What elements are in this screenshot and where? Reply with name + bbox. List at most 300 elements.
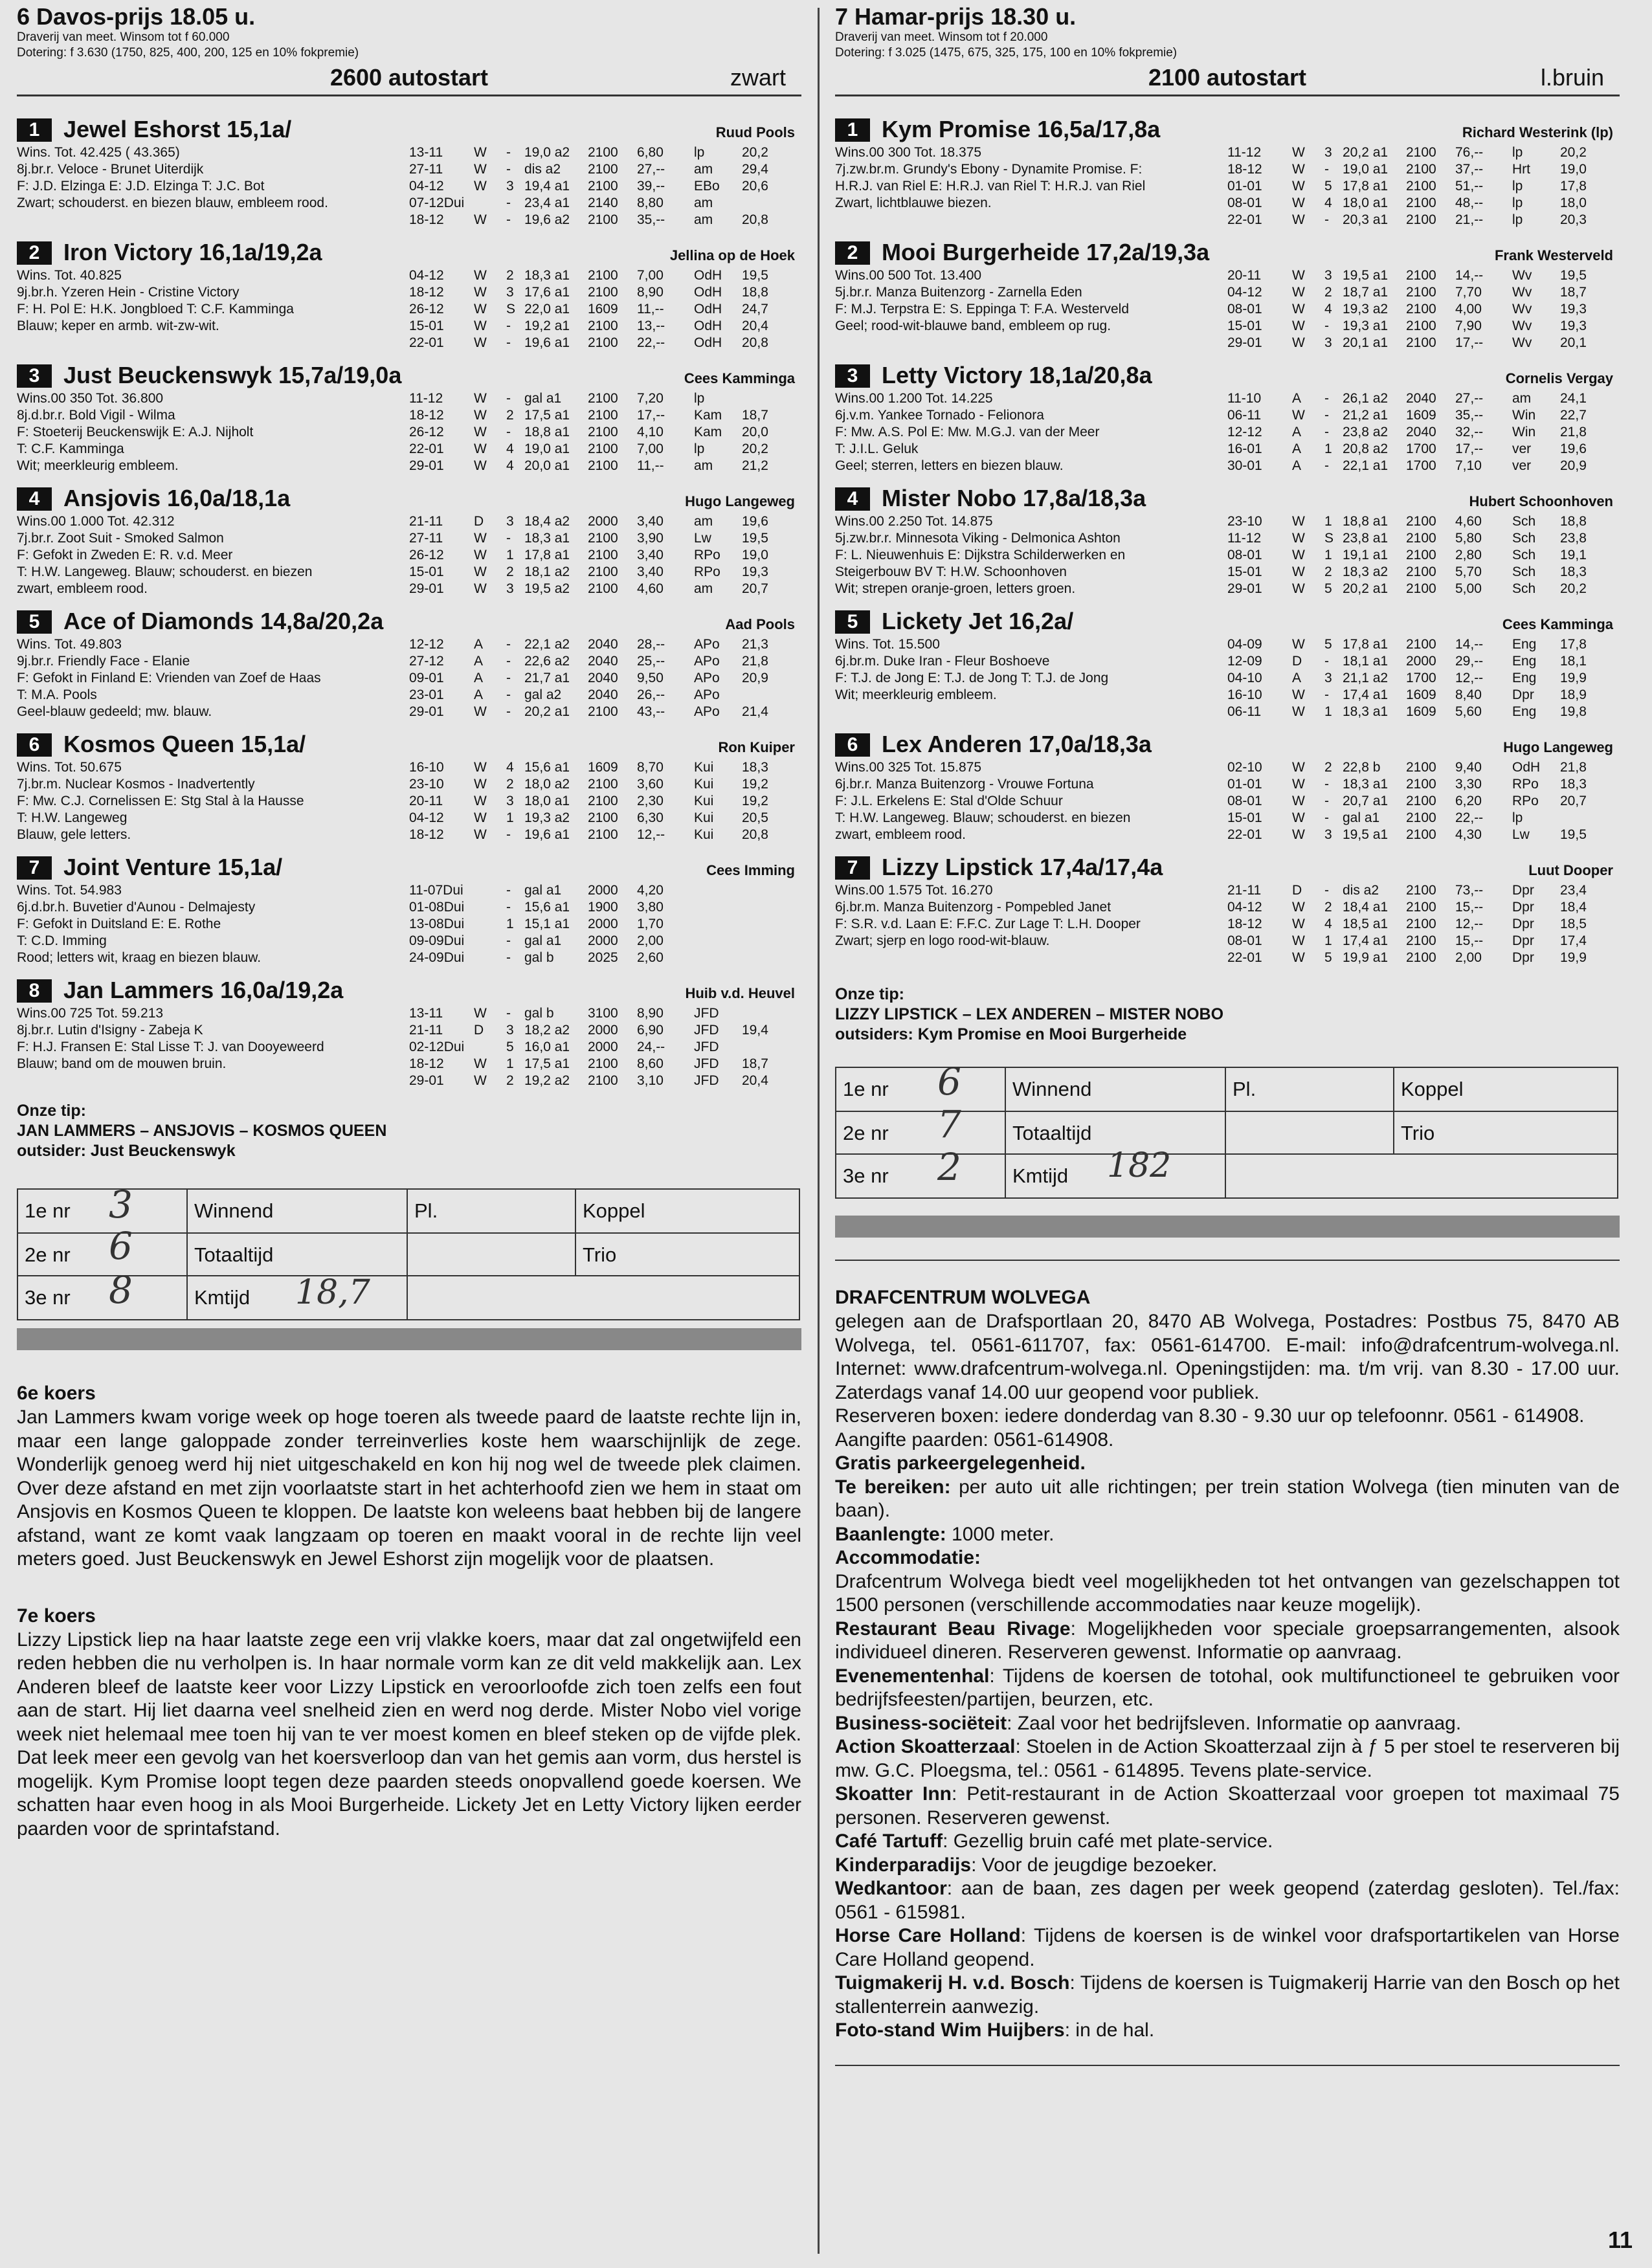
horse-driver: Jellina op de Hoek (669, 247, 795, 263)
result-cell: 4,00 (1455, 302, 1482, 317)
result-cell: 19,0 a2 (524, 145, 570, 160)
horse-info-line: F: Stoeterij Beuckenswijk E: A.J. Nijholt (17, 425, 254, 439)
result-cell: 13-11 (409, 145, 443, 160)
result-cell: APo (694, 654, 720, 669)
result-cell: W (1292, 917, 1305, 931)
info-item-text: : Mogelijkheden voor speciale groepsarrangementen, alsook individueel dineren. Reserveren gewenst. Informatie op aanvraag. (835, 1618, 1620, 1663)
result-cell: 19,5 (1560, 268, 1587, 283)
result-cell: W (1292, 195, 1305, 210)
result-row (1227, 950, 1609, 966)
result-cell: 21,4 (742, 704, 768, 719)
info-item-label: Tuigmakerij H. v.d. Bosch (835, 1972, 1070, 1994)
result-cell: 2100 (1406, 318, 1436, 333)
result-row (409, 335, 791, 351)
info-item (835, 1972, 1620, 2019)
result-cell: 18,0 (1560, 195, 1587, 210)
result-row (409, 1056, 791, 1073)
result-cell: 21,8 (1560, 425, 1587, 439)
horse-entry (835, 238, 1620, 361)
result-cell: 3,90 (637, 531, 664, 546)
horse-info-line: Wit; meerkleurig embleem. (17, 458, 179, 473)
result-cell: 19,8 (1560, 704, 1587, 719)
result-cell: W (474, 212, 487, 227)
result-cell: lp (1512, 195, 1523, 210)
horse-header (835, 115, 1620, 144)
result-cell: 18,5 (1560, 917, 1587, 931)
horse-info-line: Wit; strepen oranje-groen, letters groen. (835, 581, 1076, 596)
result-cell: - (1324, 458, 1329, 473)
result-cell: 2100 (588, 179, 618, 194)
result-cell: 3100 (588, 1006, 618, 1021)
result-row (409, 390, 791, 407)
horse-info-line: Blauw, gele letters. (17, 827, 131, 842)
result-cell: 1 (506, 917, 514, 931)
result-cell: Eng (1512, 671, 1537, 685)
result-cell: 17,5 a1 (524, 408, 570, 423)
result-row (409, 318, 791, 335)
horse-results (409, 144, 791, 228)
result-cell: 2100 (588, 548, 618, 562)
result-cell: - (506, 391, 511, 406)
horse-entry (17, 238, 801, 361)
result-cell: 29-01 (1227, 335, 1262, 350)
result-cell: 1609 (1406, 408, 1436, 423)
result-cell: W (474, 285, 487, 300)
result-cell: 27-11 (409, 531, 443, 546)
result-cell: 2140 (588, 195, 618, 210)
result-row (1227, 793, 1609, 810)
horse-entry (17, 361, 801, 484)
horse-name: Lex Anderen 17,0a/18,3a (882, 731, 1152, 757)
race-color: l.bruin (1540, 64, 1604, 91)
info-item-label: Action Skoatterzaal (835, 1736, 1016, 1757)
result-cell: 3,40 (637, 514, 664, 529)
result-cell: lp (1512, 145, 1523, 160)
result-cell: gal b (524, 950, 554, 965)
horse-info-line: T: C.D. Imming (17, 933, 107, 948)
horse-info-line: F: L. Nieuwenhuis E: Dijkstra Schilderwerken en (835, 548, 1126, 562)
result-cell: W (1292, 704, 1305, 719)
result-cell: Dpr (1512, 917, 1534, 931)
result-cell: 2100 (1406, 514, 1436, 529)
result-cell: APo (694, 687, 720, 702)
result-cell: 4,30 (1455, 827, 1482, 842)
result-row (1227, 882, 1609, 899)
horse-driver: Luut Dooper (1528, 862, 1613, 878)
result-cell: 2100 (1406, 950, 1436, 965)
result-cell: 1 (1324, 933, 1332, 948)
result-cell: 17,4 a1 (1343, 687, 1389, 702)
result-cell: W (1292, 408, 1305, 423)
result-cell: 19,5 a1 (1343, 827, 1389, 842)
preview-7-title: 7e koers (17, 1605, 96, 1627)
horse-results (1227, 513, 1609, 597)
result-cell: 17,4 (1560, 933, 1587, 948)
result-cell: 1609 (588, 302, 618, 317)
result-cell: 22-01 (1227, 212, 1262, 227)
result-cell: 18,8 a1 (1343, 514, 1389, 529)
result-cell: W (474, 1006, 487, 1021)
result-cell: am (694, 458, 713, 473)
bet-kmtijd-label: Kmtijd (186, 1276, 407, 1319)
horse-info (17, 513, 405, 597)
preview-6-text: Jan Lammers kwam vorige week op hoge toeren als tweede paard de laatste rechte lijn in, maar een lange galoppade zonder terreinverlies koste hem waarschijnlijk de zege. Wonderlijk genoeg werd hij niet uitgeschakeld en kon hij nog wel de tweede plek claimen. Over deze afstand en met zijn voorlaatste start in het achterhoofd zien we hem in staat om Ansjovis en Kosmos Queen te kloppen. De laatste kon weleens baat hebben bij de langere afstand, want ze komt vaak langzaam op toeren en maakt vooral in de rechte lijn veel meters goed. Just Beuckenswyk en Jewel Eshorst zijn mogelijk voor de plaatsen. (17, 1406, 801, 1570)
result-cell: - (1324, 408, 1329, 423)
result-cell: 01-08Dui (409, 900, 465, 915)
result-cell: 13-08Dui (409, 917, 465, 931)
result-cell: JFD (694, 1040, 719, 1054)
result-row (409, 424, 791, 441)
result-cell: 18,2 a2 (524, 1023, 570, 1038)
result-cell: 19,0 (742, 548, 768, 562)
horse-info-line: Blauw; band om de mouwen bruin. (17, 1056, 227, 1071)
result-cell: 11-12 (1227, 145, 1262, 160)
result-cell: 15,-- (1455, 900, 1484, 915)
horse-info-line: Zwart; schouderst. en biezen blauw, embleem rood. (17, 195, 328, 210)
horse-header (17, 975, 801, 1005)
result-cell: 19,4 a1 (524, 179, 570, 194)
result-cell: W (474, 760, 487, 775)
result-cell: 2100 (588, 777, 618, 792)
result-row (1227, 636, 1609, 653)
result-cell: 2100 (588, 531, 618, 546)
result-cell: 18,3 (742, 760, 768, 775)
horse-name: Iron Victory 16,1a/19,2a (63, 239, 322, 265)
result-cell: lp (1512, 179, 1523, 194)
result-cell: 19,3 a2 (524, 810, 570, 825)
horse-results (409, 636, 791, 720)
result-cell: Kui (694, 760, 714, 775)
bet-kmtijd-label: Kmtijd (1005, 1155, 1225, 1197)
result-cell: 20,5 (742, 810, 768, 825)
result-row (1227, 581, 1609, 597)
result-cell: - (506, 425, 511, 439)
result-cell: 2000 (588, 883, 618, 898)
result-cell: 18,8 (742, 285, 768, 300)
horse-info-line: T: H.W. Langeweg (17, 810, 128, 825)
handwritten-second: 7 (937, 1102, 961, 1146)
result-cell: 4 (506, 441, 514, 456)
race-distance: 2100 autostart (1148, 64, 1307, 91)
result-cell: 20,2 (1560, 145, 1587, 160)
result-cell: 11-10 (1227, 391, 1262, 406)
result-cell: 1609 (588, 760, 618, 775)
result-cell: am (694, 581, 713, 596)
info-item-text: : aan de baan, zes dagen per week geopend (zaterdag gesloten). Tel./fax: 0561 - 615981. (835, 1878, 1620, 1923)
result-cell: 18,1 a1 (1343, 654, 1389, 669)
result-cell: D (474, 1023, 484, 1038)
result-cell: 2100 (588, 794, 618, 808)
result-cell: 26-12 (409, 548, 444, 562)
result-cell: dis a2 (524, 162, 561, 177)
result-cell: JFD (694, 1006, 719, 1021)
bet-koppel-label: Koppel (1393, 1068, 1617, 1111)
result-row (409, 513, 791, 530)
result-cell: ver (1512, 441, 1532, 456)
result-cell: Wv (1512, 302, 1532, 317)
result-cell: Eng (1512, 654, 1537, 669)
handwritten-first: 6 (937, 1060, 961, 1104)
handwritten-third: 2 (937, 1145, 961, 1189)
result-cell: 7,90 (1455, 318, 1482, 333)
horse-info-line: 9j.br.r. Friendly Face - Elanie (17, 654, 190, 669)
result-cell: 18,3 a1 (524, 531, 570, 546)
result-cell: Win (1512, 425, 1536, 439)
horse-info-line: Zwart; sjerp en logo rood-wit-blauw. (835, 933, 1050, 948)
horse-info-line: 5j.br.r. Manza Buitenzorg - Zarnella Eden (835, 285, 1082, 300)
result-cell: gal a1 (524, 391, 562, 406)
result-cell: 2,60 (637, 950, 664, 965)
result-row (1227, 407, 1609, 424)
result-cell: dis a2 (1343, 883, 1379, 898)
result-cell: A (474, 637, 484, 652)
result-row (1227, 318, 1609, 335)
result-cell: 2 (1324, 760, 1332, 775)
result-row (409, 882, 791, 899)
result-cell: 12,-- (1455, 917, 1484, 931)
horse-results (1227, 144, 1609, 228)
result-cell: 21,7 a1 (524, 671, 570, 685)
result-cell: 2100 (1406, 564, 1436, 579)
result-cell: W (1292, 777, 1305, 792)
info-item (835, 1618, 1620, 1665)
horse-number: 1 (17, 118, 52, 142)
result-cell: 2100 (1406, 162, 1436, 177)
result-cell: W (474, 391, 487, 406)
horse-header (835, 361, 1620, 390)
result-cell: W (1292, 810, 1305, 825)
info-item (835, 1570, 1620, 1618)
result-cell: 12-12 (1227, 425, 1262, 439)
result-cell: - (1324, 794, 1329, 808)
result-cell: 20,3 (1560, 212, 1587, 227)
result-row (1227, 513, 1609, 530)
horse-header (17, 606, 801, 636)
result-cell: 27-11 (409, 162, 443, 177)
result-cell: - (1324, 883, 1329, 898)
result-cell: D (474, 514, 484, 529)
result-cell: 2100 (1406, 335, 1436, 350)
bet-place-label: Pl. (1225, 1068, 1393, 1111)
result-cell: W (474, 1073, 487, 1088)
horse-entry (17, 729, 801, 852)
result-cell: gal b (524, 1006, 554, 1021)
result-cell: 19,9 (1560, 671, 1587, 685)
shaded-bar (17, 1328, 801, 1350)
result-row (409, 301, 791, 318)
result-cell: 16-10 (1227, 687, 1262, 702)
horse-driver: Aad Pools (725, 616, 795, 632)
result-cell: 15,6 a1 (524, 900, 570, 915)
result-cell: OdH (694, 302, 722, 317)
result-cell: 20,4 (742, 1073, 768, 1088)
result-cell: 18,7 a1 (1343, 285, 1389, 300)
result-row (1227, 827, 1609, 843)
result-cell: 7,00 (637, 268, 664, 283)
result-cell: 19,5 (1560, 827, 1587, 842)
info-item-label: Accommodatie: (835, 1547, 981, 1568)
result-cell: 39,-- (637, 179, 665, 194)
horse-info-line: F: Gefokt in Duitsland E: E. Rothe (17, 917, 221, 931)
horse-number: 3 (17, 364, 52, 388)
result-cell: Lw (1512, 827, 1530, 842)
result-cell: W (1292, 581, 1305, 596)
result-cell: 1700 (1406, 671, 1436, 685)
result-row (1227, 530, 1609, 547)
horse-info-line: Wins.00 1.200 Tot. 14.225 (835, 391, 993, 406)
horse-name: Mooi Burgerheide 17,2a/19,3a (882, 239, 1210, 265)
result-cell: 2,00 (637, 933, 664, 948)
result-cell: 2100 (588, 581, 618, 596)
result-cell: Wv (1512, 318, 1532, 333)
result-cell: 18,1 a2 (524, 564, 570, 579)
result-row (1227, 212, 1609, 228)
result-cell: 09-01 (409, 671, 444, 685)
horse-info-line: 7j.br.m. Nuclear Kosmos - Inadvertently (17, 777, 255, 792)
result-cell: 4 (506, 458, 514, 473)
horse-entry (835, 852, 1620, 975)
horse-entry (835, 606, 1620, 729)
horse-info (835, 267, 1223, 335)
horse-header (835, 606, 1620, 636)
result-cell: 2100 (1406, 794, 1436, 808)
horse-info (17, 267, 405, 335)
result-cell: - (506, 1006, 511, 1021)
info-item-text: : Petit-restaurant in de Action Skoatterzaal voor groepen tot maximaal 75 personen. Reserveren gewenst. (835, 1783, 1620, 1829)
preview-6-title: 6e koers (17, 1383, 96, 1404)
info-reserve: Reserveren boxen: iedere donderdag van 8.30 - 9.30 uur op telefoonnr. 0561 - 614908. (835, 1405, 1585, 1427)
result-cell: OdH (694, 318, 722, 333)
result-cell: 2100 (588, 564, 618, 579)
result-cell: - (506, 900, 511, 915)
result-row (1227, 335, 1609, 351)
result-cell: 20,7 a1 (1343, 794, 1389, 808)
result-cell: 04-12 (409, 268, 444, 283)
result-row (409, 670, 791, 687)
horse-results (409, 759, 791, 843)
horse-entry (17, 975, 801, 1098)
result-cell: W (1292, 179, 1305, 194)
horse-info-line: F: H.J. Fransen E: Stal Lisse T: J. van Dooyeweerd (17, 1040, 324, 1054)
result-cell: 2000 (588, 933, 618, 948)
horse-info-line: T: J.I.L. Geluk (835, 441, 919, 456)
result-cell: W (474, 408, 487, 423)
result-cell: 22,0 a1 (524, 302, 570, 317)
result-row (409, 810, 791, 827)
horse-number: 2 (835, 241, 870, 265)
result-cell: 2,00 (1455, 950, 1482, 965)
race-conditions: Draverij van meet. Winsom tot f 60.000 (17, 30, 230, 44)
result-cell: A (1292, 391, 1302, 406)
result-cell: 21-11 (409, 514, 443, 529)
info-item (835, 1735, 1620, 1783)
result-cell: 08-01 (1227, 933, 1262, 948)
result-cell: - (506, 162, 511, 177)
result-cell: W (474, 548, 487, 562)
result-cell: Hrt (1512, 162, 1530, 177)
result-cell: 18,3 a2 (1343, 564, 1389, 579)
result-cell: A (474, 671, 484, 685)
horse-info (17, 636, 405, 720)
divider (835, 2065, 1620, 2066)
result-cell: W (1292, 827, 1305, 842)
result-cell: 2040 (1406, 391, 1436, 406)
result-cell: W (474, 827, 487, 842)
horse-number: 6 (835, 733, 870, 757)
horse-name: Lizzy Lipstick 17,4a/17,4a (882, 854, 1163, 880)
result-cell: 16-10 (409, 760, 444, 775)
result-cell: 2100 (1406, 900, 1436, 915)
result-cell: - (1324, 654, 1329, 669)
result-cell: 2100 (588, 1056, 618, 1071)
result-row (409, 933, 791, 950)
result-cell: Kam (694, 408, 722, 423)
result-cell: - (506, 531, 511, 546)
result-row (409, 916, 791, 933)
result-cell: W (1292, 302, 1305, 317)
result-row (409, 161, 791, 178)
result-cell: - (1324, 318, 1329, 333)
info-item (835, 1523, 1620, 1547)
horse-info-line: Wins. Tot. 50.675 (17, 760, 122, 775)
result-row (409, 178, 791, 195)
result-cell: 2000 (1406, 654, 1436, 669)
race-color: zwart (730, 64, 786, 91)
result-cell: Sch (1512, 531, 1536, 546)
horse-header (835, 238, 1620, 267)
info-item (835, 1783, 1620, 1830)
result-cell: 48,-- (1455, 195, 1484, 210)
result-cell: 4 (1324, 195, 1332, 210)
result-cell: lp (694, 391, 705, 406)
result-cell: 11,-- (637, 458, 664, 473)
result-cell: - (1324, 687, 1329, 702)
result-row (1227, 933, 1609, 950)
info-item (835, 1924, 1620, 1972)
result-cell: 4,10 (637, 425, 664, 439)
result-cell: 26,-- (637, 687, 665, 702)
result-cell: 9,40 (1455, 760, 1482, 775)
result-cell: Sch (1512, 514, 1536, 529)
result-row (409, 284, 791, 301)
result-cell: 3,30 (1455, 777, 1482, 792)
tip-picks: JAN LAMMERS – ANSJOVIS – KOSMOS QUEEN (17, 1122, 387, 1140)
result-cell: 2100 (588, 212, 618, 227)
result-cell: 18-12 (409, 1056, 444, 1071)
info-item-label: Te bereiken: (835, 1476, 951, 1498)
result-cell: 5,70 (1455, 564, 1482, 579)
result-cell: 04-10 (1227, 671, 1262, 685)
result-cell: 2100 (588, 335, 618, 350)
result-cell: 1 (506, 810, 514, 825)
result-cell: 5,60 (1455, 704, 1482, 719)
result-cell: 22,7 (1560, 408, 1587, 423)
horse-info-line: 7j.br.r. Zoot Suit - Smoked Salmon (17, 531, 224, 546)
result-cell: 2100 (1406, 268, 1436, 283)
horse-name: Jewel Eshorst 15,1a/ (63, 116, 292, 142)
result-cell: 15,6 a1 (524, 760, 570, 775)
result-cell: 1 (1324, 548, 1332, 562)
horse-info (835, 144, 1223, 212)
result-cell: 20,8 (742, 827, 768, 842)
result-cell: 27-12 (409, 654, 444, 669)
result-row (409, 564, 791, 581)
result-cell: 18,3 (1560, 564, 1587, 579)
result-cell: 32,-- (1455, 425, 1484, 439)
result-cell: 27,-- (637, 162, 665, 177)
result-cell: - (506, 933, 511, 948)
left-column (17, 0, 801, 1841)
